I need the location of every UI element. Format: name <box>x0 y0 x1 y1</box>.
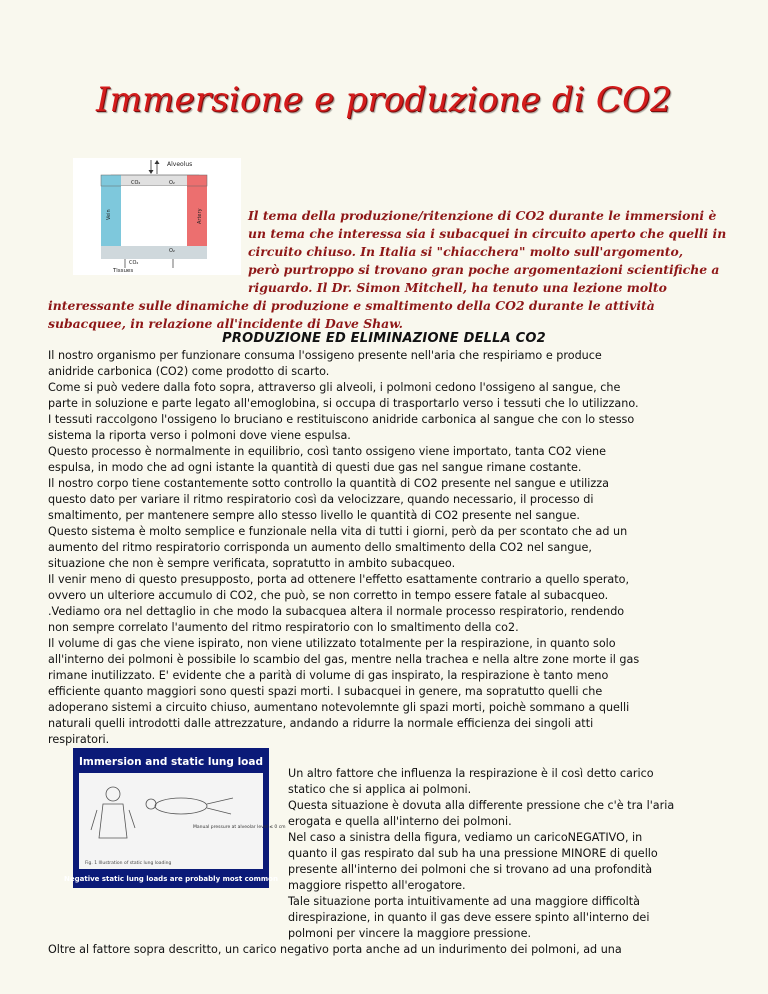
body-line: direspirazione, in quanto il gas deve essere spinto all'interno dei <box>288 911 650 924</box>
slide-annotation: Manual pressure at alveolar level ≤ 0 cm <box>193 825 286 830</box>
section-heading: PRODUZIONE ED ELIMINAZIONE DELLA CO2 <box>222 331 546 346</box>
vein-label: Vein <box>106 209 112 220</box>
alveolus-bar <box>111 175 199 186</box>
tissues-label: Tissues <box>113 268 134 274</box>
body-line: Come si può vedere dalla foto sopra, attraverso gli alveoli, i polmoni cedono l'ossigeno al sangue, che <box>48 381 621 394</box>
body-line: questo dato per variare il ritmo respiratorio così da velocizzare, quando necessario, il processo di <box>48 493 594 506</box>
arrow-up-head <box>155 160 160 164</box>
intro-paragraph <box>48 207 728 333</box>
body-line: adoperano sistemi a circuito chiuso, aumentano notevolemnte gli spazi morti, poichè sommano a quelli <box>48 701 630 714</box>
body-line: Il volume di gas che viene ispirato, non viene utilizzato totalmente per la respirazione, in quanto solo <box>48 637 616 650</box>
body-line: smaltimento, per mantenere sempre allo stesso livello le quantità di CO2 presente nel sangue. <box>48 509 580 522</box>
o2-bottom-label: O₂ <box>169 248 175 254</box>
body-line: maggiore rispetto all'erogatore. <box>288 879 466 892</box>
body-line: naturali quelli introdotti dalle attrezzature, andando a ridurre la normale efficienza dei singoli atti <box>48 717 594 730</box>
intro-line: circuito chiuso. In Italia si "chiacchera" molto sull'argomento, <box>248 244 684 259</box>
slide-footer: Negative static lung loads are probably most common <box>64 875 278 883</box>
body-line: non sempre correlato l'aumento del ritmo respiratorio con lo smaltimento della co2. <box>48 621 519 634</box>
body-line: situazione che non è sempre verificata, sopratutto in ambito subacqueo. <box>48 557 456 570</box>
body-line: Questa situazione è dovuta alla differente pressione che c'è tra l'aria <box>288 799 675 812</box>
body-line: Oltre al fattore sopra descritto, un carico negativo porta anche ad un indurimento dei polmoni, ad una <box>48 943 622 956</box>
body-line: Il venir meno di questo presupposto, porta ad ottenere l'effetto esattamente contrario a quello sperato, <box>48 573 630 586</box>
body-line: anidride carbonica (CO2) come prodotto di scarto. <box>48 365 330 378</box>
body-line: rimane inutilizzato. E' evidente che a parità di volume di gas inspirato, la respirazione è tanto meno <box>48 669 609 682</box>
alveolus-label: Alveolus <box>167 161 193 168</box>
intro-line: Il tema della produzione/ritenzione di CO2 durante le immersioni è <box>248 208 717 223</box>
artery-label: Artery <box>197 208 203 224</box>
arrow-down-head <box>149 170 154 174</box>
body-paragraph-2 <box>48 766 738 958</box>
body-line: Questo sistema è molto semplice e funzionale nella vita di tutti i giorni, però da per scontato che ad un <box>48 525 628 538</box>
body-line: .Vediamo ora nel dettaglio in che modo la subacquea altera il normale processo respiratorio, rendendo <box>48 605 625 618</box>
body-line: parte in soluzione e parte legato all'emoglobina, si occupa di trasportarlo verso i tessuti che lo utilizzano. <box>48 397 639 410</box>
co2-bottom-label: CO₂ <box>129 260 139 266</box>
body-line: Nel caso a sinistra della figura, vediamo un caricoNEGATIVO, in <box>288 831 643 844</box>
body-line: I tessuti raccolgono l'ossigeno lo bruciano e restituiscono anidride carbonica al sangue che con lo stesso <box>48 413 635 426</box>
body-line: all'interno dei polmoni è possibile lo scambio del gas, mentre nella trachea e nella altre zone morte il gas <box>48 653 640 666</box>
co2-top-label: CO₂ <box>131 180 141 186</box>
intro-line: subacquee, in relazione all'incidente di Dave Shaw. <box>48 316 403 331</box>
body-line: presente all'interno dei polmoni che si trovano ad una profondità <box>288 863 653 876</box>
body-line: quanto il gas respirato dal sub ha una pressione MINORE di quello <box>288 847 658 860</box>
intro-line: un tema che interessa sia i subacquei in circuito aperto che quelli in <box>248 226 727 241</box>
intro-line: interessante sulle dinamiche di produzione e smaltimento della CO2 durante le attività <box>48 298 655 313</box>
body-line: espulsa, in modo che ad ogni istante la quantità di questi due gas nel sangue rimane costante. <box>48 461 582 474</box>
body-line: statico che si applica ai polmoni. <box>288 783 472 796</box>
intro-line: però purtroppo si trovano gran poche argomentazioni scientifiche a <box>248 262 720 277</box>
slide-title: Immersion and static lung load <box>78 756 264 768</box>
page-title: Immersione e produzione di CO2 <box>95 80 673 120</box>
intro-line: riguardo. Il Dr. Simon Mitchell, ha tenuto una lezione molto <box>248 280 667 295</box>
body-line: aumento del ritmo respiratorio corrisponda un aumento dello smaltimento della CO2 nel sangue, <box>48 541 592 554</box>
body-line: ovvero un ulteriore accumulo di CO2, che può, se non corretto in tempo essere fatale al subacqueo. <box>48 589 609 602</box>
slide-fig-caption: Fig. 1 Illustration of static lung loading <box>85 861 172 866</box>
body-line: sistema la riporta verso i polmoni dove viene espulsa. <box>48 429 351 442</box>
body-line: polmoni per vincere la maggiore pressione. <box>288 927 532 940</box>
body-line: efficiente quanto maggiori sono questi spazi morti. I subacquei in genere, ma sopratutto quelli che <box>48 685 603 698</box>
body-paragraph-1 <box>48 348 738 748</box>
body-line: Il nostro corpo tiene costantemente sotto controllo la quantità di CO2 presente nel sangue e utilizza <box>48 477 609 490</box>
o2-top-label: O₂ <box>169 180 175 186</box>
body-line: erogata e quella all'interno dei polmoni. <box>288 815 512 828</box>
body-line: Il nostro organismo per funzionare consuma l'ossigeno presente nell'aria che respiriamo e produce <box>48 349 602 362</box>
body-line: respiratori. <box>48 733 110 746</box>
body-line: Questo processo è normalmente in equilibrio, così tanto ossigeno viene importato, tanta CO2 viene <box>48 445 607 458</box>
body-line: Tale situazione porta intuitivamente ad una maggiore difficoltà <box>288 895 640 908</box>
body-line: Un altro fattore che influenza la respirazione è il così detto carico <box>288 767 654 780</box>
